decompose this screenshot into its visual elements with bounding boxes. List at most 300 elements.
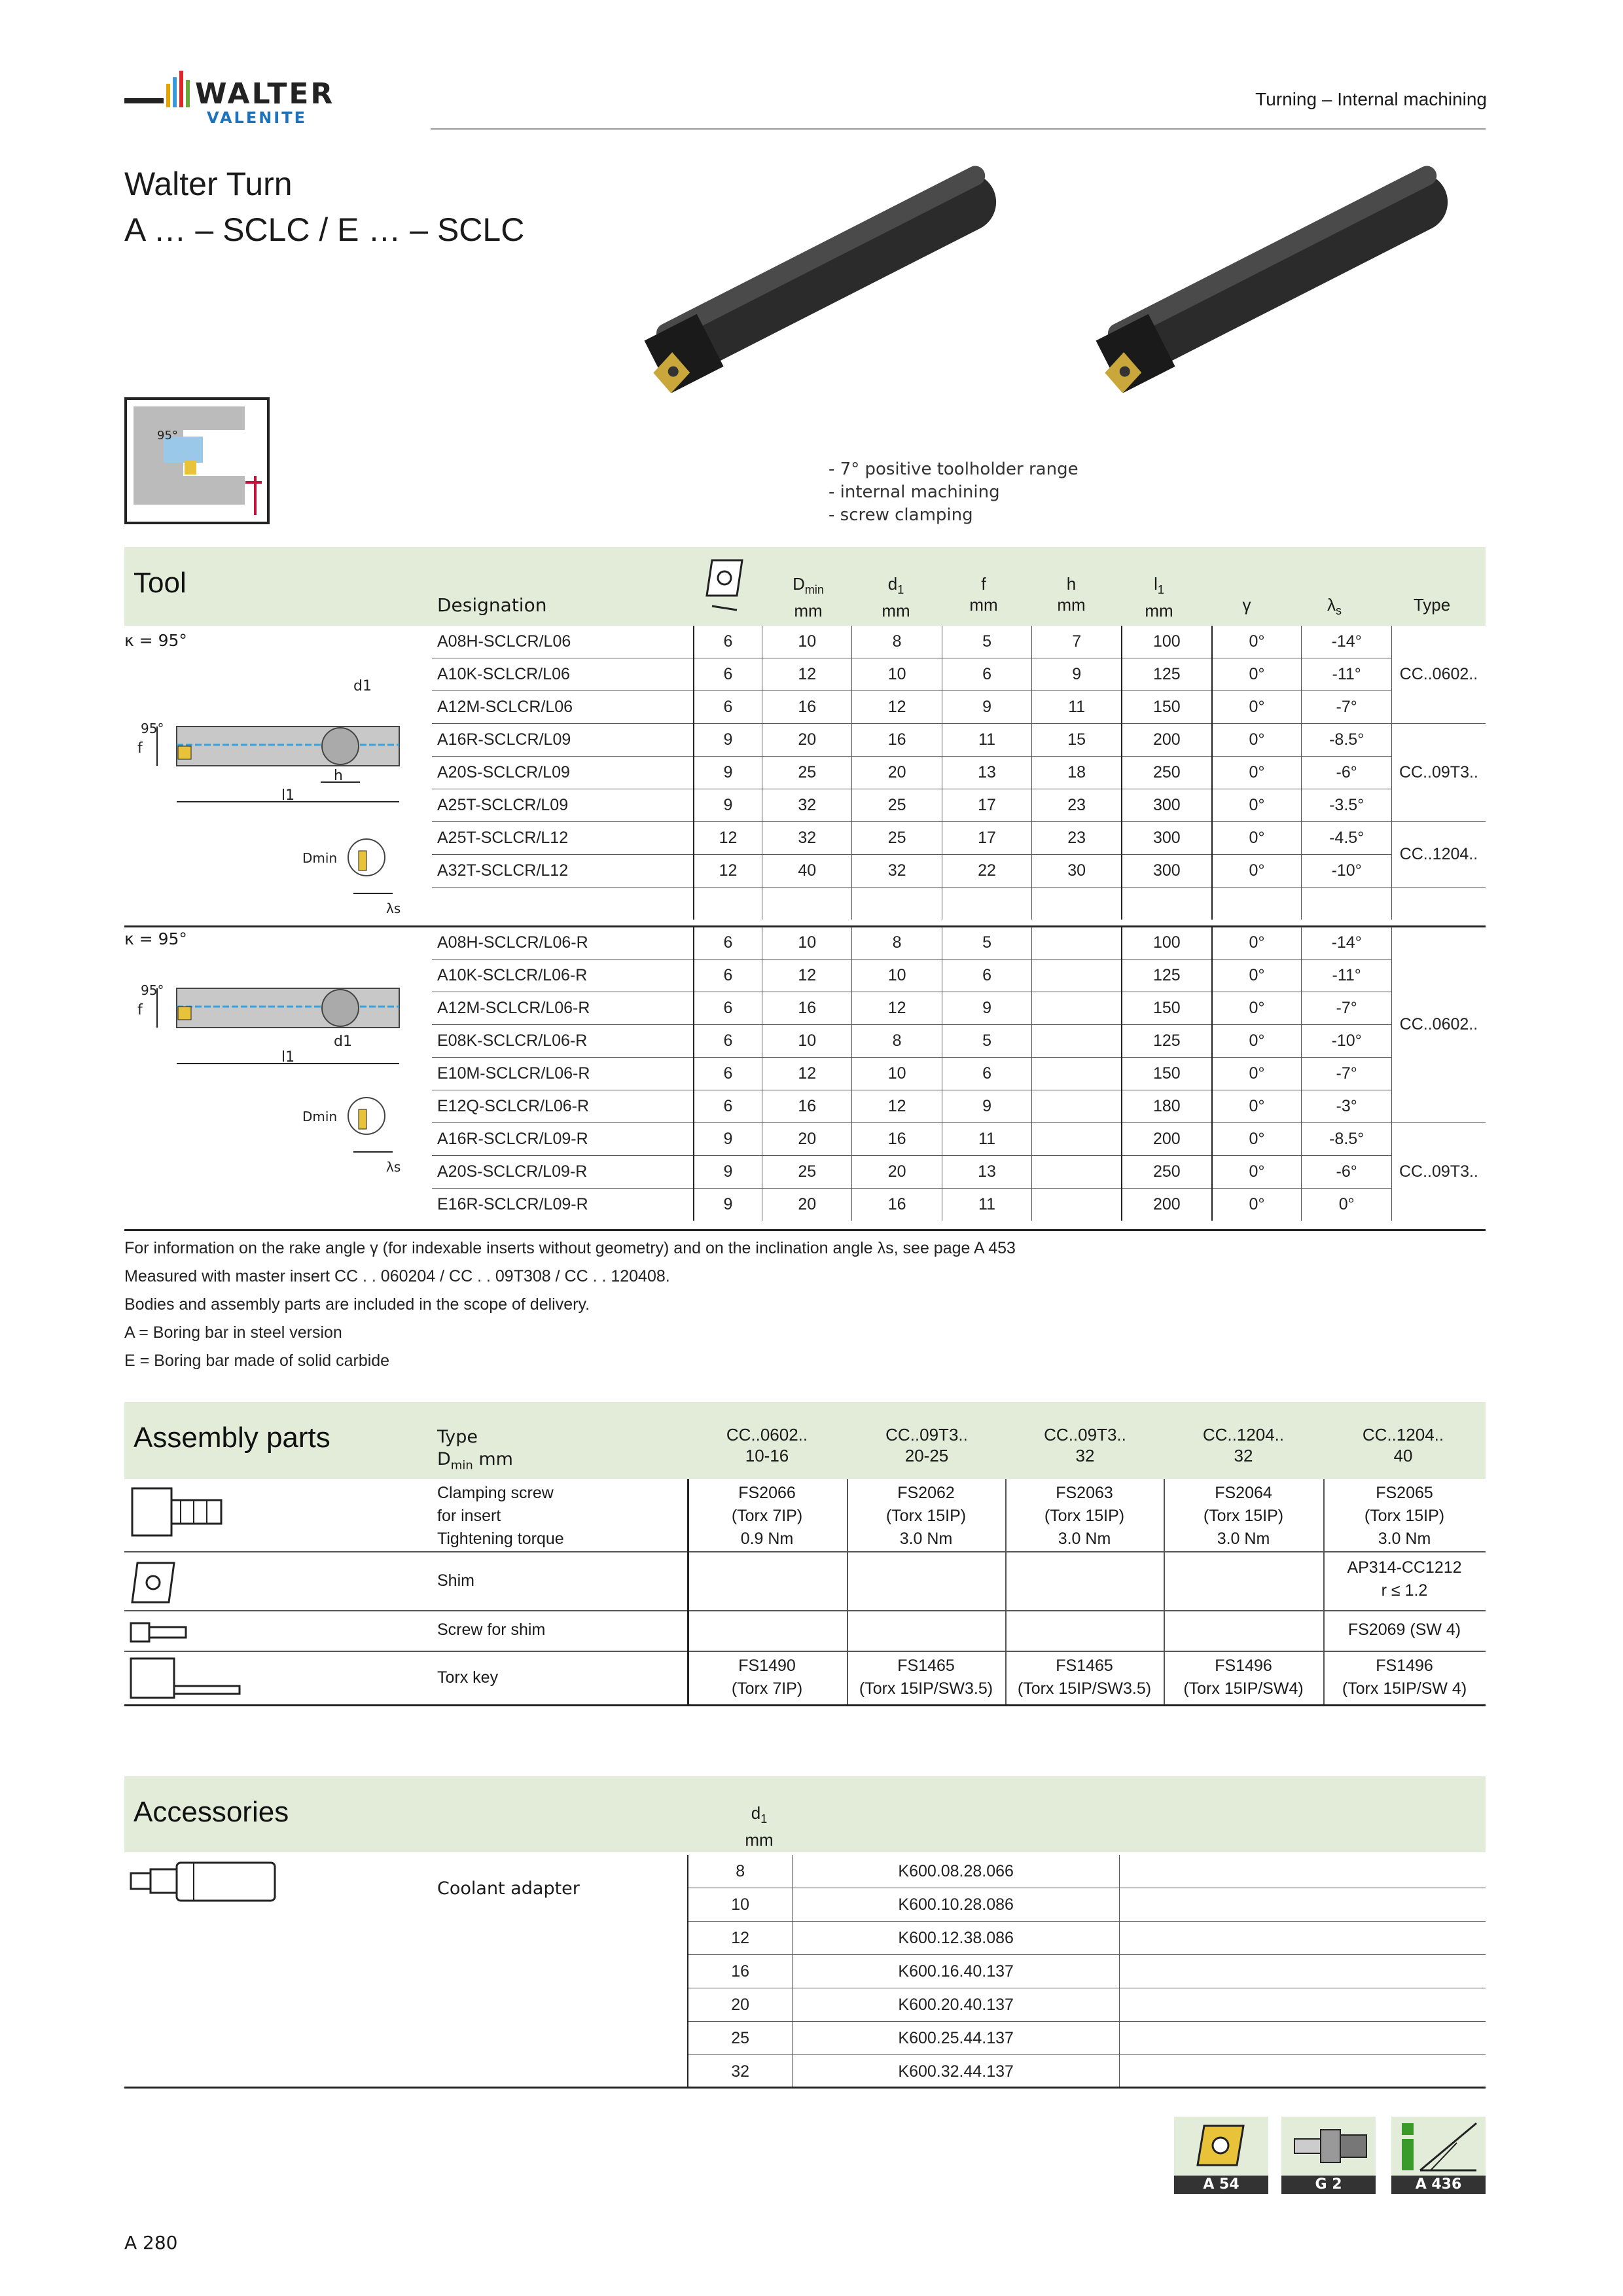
insert-size-cell: 6 (694, 1090, 762, 1123)
table-row (688, 1855, 1486, 1888)
gamma-cell: 0° (1212, 757, 1302, 789)
empty-cell (1120, 2022, 1486, 2055)
dmin-cell: 10 (762, 927, 852, 960)
d1-cell: 25 (852, 789, 942, 822)
dmin-cell: 32 (762, 822, 852, 855)
l1-cell: 250 (1122, 757, 1211, 789)
clamping-screw-value: (Torx 15IP) (1364, 1507, 1445, 1525)
l1-cell: 150 (1122, 992, 1211, 1025)
clamping-screw-label: Tightening torque (437, 1530, 564, 1548)
accessories-table (687, 1855, 1486, 2088)
shim-icon (128, 1558, 181, 1610)
acc-code-cell: K600.32.44.137 (793, 2055, 1120, 2089)
empty-cell (1212, 888, 1302, 920)
dmin-cell: 20 (762, 1123, 852, 1156)
gamma-cell: 0° (1212, 789, 1302, 822)
d1-cell: 20 (852, 1156, 942, 1189)
type-cell: CC..1204.. (1391, 822, 1486, 888)
h-cell (1032, 1156, 1122, 1189)
lambda-cell: -7° (1302, 992, 1391, 1025)
col-gamma-header: γ (1242, 595, 1251, 615)
clamping-screw-icon (128, 1484, 226, 1539)
torx-key-label: Torx key (437, 1668, 499, 1687)
torx-key-value: FS1496 (1376, 1657, 1433, 1675)
holder-ref-icon (1281, 2117, 1376, 2176)
insert-size-cell: 9 (694, 724, 762, 757)
dmin-cell: 25 (762, 1156, 852, 1189)
title-line-2: A … – SCLC / E … – SCLC (124, 211, 525, 248)
col-f-header: f mm (969, 574, 998, 615)
table-rule (124, 1551, 1486, 1552)
brand-logo (124, 60, 399, 132)
dmin-cell: 10 (762, 1025, 852, 1058)
table-row (432, 1058, 1486, 1090)
designation-cell: A16R-SCLCR/L09 (432, 724, 694, 757)
torx-key-value: FS1496 (1215, 1657, 1272, 1675)
acc-d1-cell: 25 (688, 2022, 793, 2055)
tool-table-group1 (432, 626, 1486, 920)
note-line: A = Boring bar in steel version (124, 1323, 342, 1342)
acc-d1-cell: 20 (688, 1988, 793, 2022)
lambda-cell: -14° (1302, 927, 1391, 960)
empty-cell (852, 888, 942, 920)
ref-holder-label[interactable]: G 2 (1281, 2176, 1376, 2194)
insert-size-cell: 6 (694, 691, 762, 724)
clamping-screw-value: FS2066 (738, 1484, 796, 1502)
empty-cell (942, 888, 1031, 920)
h-cell: 15 (1032, 724, 1122, 757)
h-cell: 23 (1032, 789, 1122, 822)
dmin-cell: 16 (762, 1090, 852, 1123)
col-d1-header: $d_1$ mm (882, 574, 910, 621)
accessories-section-title: Accessories (134, 1796, 289, 1828)
lambda-cell: -14° (1302, 626, 1391, 658)
l1-cell: 180 (1122, 1090, 1211, 1123)
acc-code-cell: K600.08.28.066 (793, 1855, 1120, 1888)
insert-size-cell: 6 (694, 1058, 762, 1090)
diag2-dmin-label: Dmin (302, 1109, 338, 1124)
clamping-screw-value: 3.0 Nm (1058, 1530, 1111, 1548)
ref-info-label[interactable]: A 436 (1391, 2176, 1486, 2194)
diag1-l1-label: l1 (281, 787, 295, 804)
brand-name: WALTER (195, 77, 335, 111)
clamping-screw-value: 3.0 Nm (1378, 1530, 1431, 1548)
d1-cell: 10 (852, 1058, 942, 1090)
h-cell (1032, 1025, 1122, 1058)
insert-size-cell: 9 (694, 1189, 762, 1221)
torx-key-value: (Torx 15IP/SW 4) (1342, 1679, 1467, 1698)
notes (124, 1234, 1486, 1375)
type-cell: CC..0602.. (1391, 927, 1486, 1123)
f-cell: 13 (942, 1156, 1031, 1189)
dmin-cell: 12 (762, 1058, 852, 1090)
gamma-cell: 0° (1212, 1156, 1302, 1189)
empty-cell (1120, 2055, 1486, 2089)
d1-cell: 16 (852, 724, 942, 757)
d1-cell: 32 (852, 855, 942, 888)
designation-cell: A20S-SCLCR/L09-R (432, 1156, 694, 1189)
diag1-lambda-label: λs (386, 901, 401, 916)
l1-cell: 300 (1122, 822, 1211, 855)
f-cell: 9 (942, 1090, 1031, 1123)
designation-cell: A10K-SCLCR/L06-R (432, 960, 694, 992)
h-cell (1032, 960, 1122, 992)
page-title (124, 161, 524, 253)
acc-d1-cell: 12 (688, 1922, 793, 1955)
diag2-l1-label: l1 (281, 1049, 295, 1066)
f-cell: 9 (942, 992, 1031, 1025)
clamping-screw-label: Clamping screw (437, 1484, 554, 1502)
assembly-type-label: Type (437, 1427, 478, 1447)
designation-cell: E12Q-SCLCR/L06-R (432, 1090, 694, 1123)
gamma-cell: 0° (1212, 992, 1302, 1025)
col-type-header: Type (1413, 595, 1451, 615)
lambda-cell: -3.5° (1302, 789, 1391, 822)
header-rule (431, 128, 1486, 130)
torx-key-value: (Torx 15IP/SW3.5) (859, 1679, 993, 1698)
f-cell: 9 (942, 691, 1031, 724)
coolant-adapter-label: Coolant adapter (437, 1878, 580, 1899)
f-cell: 11 (942, 724, 1031, 757)
d1-cell: 8 (852, 626, 942, 658)
gamma-cell: 0° (1212, 1090, 1302, 1123)
diag1-angle-label: 95° (141, 721, 164, 736)
torx-key-value: FS1465 (1056, 1657, 1113, 1675)
insert-size-cell: 12 (694, 855, 762, 888)
gamma-cell: 0° (1212, 822, 1302, 855)
ref-info[interactable] (1391, 2117, 1486, 2176)
diag2-angle-label: 95° (141, 982, 164, 998)
note-line: For information on the rake angle γ (for indexable inserts without geometry) and on the inclination angle λs, see page A 453 (124, 1239, 1016, 1257)
assembly-col-header: CC..09T3.. 20-25 (885, 1425, 968, 1465)
group2-kappa: κ = 95° (124, 929, 187, 948)
empty-cell (694, 888, 762, 920)
lambda-cell: -11° (1302, 960, 1391, 992)
acc-d1-cell: 16 (688, 1955, 793, 1988)
type-cell: CC..09T3.. (1391, 1123, 1486, 1221)
l1-cell: 200 (1122, 1123, 1211, 1156)
tool-table-header (124, 547, 1486, 626)
gamma-cell: 0° (1212, 927, 1302, 960)
lambda-cell: -3° (1302, 1090, 1391, 1123)
h-cell: 18 (1032, 757, 1122, 789)
clamping-screw-value: (Torx 15IP) (1203, 1507, 1284, 1525)
designation-cell: A08H-SCLCR/L06-R (432, 927, 694, 960)
shim-screw-value: FS2069 (SW 4) (1347, 1621, 1461, 1639)
diag1-dmin-label: Dmin (302, 850, 338, 866)
diag1-d1-label: d1 (353, 678, 372, 694)
acc-code-cell: K600.10.28.086 (793, 1888, 1120, 1922)
l1-cell: 150 (1122, 691, 1211, 724)
lambda-cell: -8.5° (1302, 1123, 1391, 1156)
designation-cell: E10M-SCLCR/L06-R (432, 1058, 694, 1090)
table-rule (124, 1704, 1486, 1706)
tool-diagram-2 (124, 969, 412, 1191)
lambda-cell: -7° (1302, 691, 1391, 724)
ref-insert-label[interactable]: A 54 (1174, 2176, 1268, 2194)
assembly-header (124, 1402, 1486, 1479)
diag2-lambda-label: λs (386, 1159, 401, 1175)
f-cell: 6 (942, 960, 1031, 992)
d1-cell: 12 (852, 1090, 942, 1123)
table-row (432, 658, 1486, 691)
l1-cell: 100 (1122, 927, 1211, 960)
d1-cell: 25 (852, 822, 942, 855)
table-row (432, 691, 1486, 724)
col-lambda-header: $\lambda_s$ (1327, 595, 1342, 618)
coolant-adapter-icon (128, 1860, 279, 1906)
feature-list (829, 458, 1079, 527)
designation-cell: A08H-SCLCR/L06 (432, 626, 694, 658)
col-dmin-header: $D_{min}$ mm (793, 574, 824, 621)
feature-item: - internal machining (829, 482, 1000, 502)
diag1-f-label: f (137, 740, 143, 757)
h-cell (1032, 927, 1122, 960)
tool-table-group2 (432, 927, 1486, 1221)
insert-size-cell: 9 (694, 789, 762, 822)
torx-key-value: FS1465 (897, 1657, 955, 1675)
d1-cell: 12 (852, 992, 942, 1025)
assembly-col-header: CC..0602.. 10-16 (726, 1425, 808, 1465)
gamma-cell: 0° (1212, 658, 1302, 691)
acc-d1-cell: 8 (688, 1855, 793, 1888)
col-designation-header: Designation (437, 594, 547, 616)
assembly-col-header: CC..09T3.. 32 (1044, 1425, 1126, 1465)
f-cell: 11 (942, 1189, 1031, 1221)
acc-code-cell: K600.16.40.137 (793, 1955, 1120, 1988)
clamping-screw-value: 3.0 Nm (899, 1530, 953, 1548)
shim-value: AP314-CC1212 (1347, 1558, 1462, 1577)
designation-cell: A25T-SCLCR/L12 (432, 822, 694, 855)
f-cell: 22 (942, 855, 1031, 888)
h-cell (1032, 992, 1122, 1025)
table-row (432, 724, 1486, 757)
gamma-cell: 0° (1212, 960, 1302, 992)
h-cell: 30 (1032, 855, 1122, 888)
table-row (432, 888, 1486, 920)
assembly-dmin-label: $D_{min}$ mm (437, 1449, 513, 1473)
dmin-cell: 40 (762, 855, 852, 888)
page-number: A 280 (124, 2232, 178, 2253)
clamping-screw-value: 3.0 Nm (1217, 1530, 1270, 1548)
lambda-cell: 0° (1302, 1189, 1391, 1221)
l1-cell: 200 (1122, 724, 1211, 757)
col-l1-header: $l_1$ mm (1145, 574, 1173, 621)
table-row (688, 1888, 1486, 1922)
designation-cell: A12M-SCLCR/L06 (432, 691, 694, 724)
lambda-cell: -8.5° (1302, 724, 1391, 757)
product-photo-right (1060, 157, 1505, 393)
f-cell: 6 (942, 1058, 1031, 1090)
clamping-screw-value: FS2062 (897, 1484, 955, 1502)
tool-diagram-1 (124, 661, 412, 923)
dmin-cell: 20 (762, 724, 852, 757)
designation-cell: A10K-SCLCR/L06 (432, 658, 694, 691)
clamping-screw-value: (Torx 7IP) (731, 1507, 803, 1525)
insert-ref-icon (1174, 2117, 1268, 2176)
torx-key-value: (Torx 7IP) (731, 1679, 803, 1698)
f-cell: 5 (942, 626, 1031, 658)
diag2-d1-label: d1 (334, 1033, 352, 1050)
diag2-f-label: f (137, 1002, 143, 1018)
gamma-cell: 0° (1212, 1189, 1302, 1221)
acc-code-cell: K600.12.38.086 (793, 1922, 1120, 1955)
torx-key-value: FS1490 (738, 1657, 796, 1675)
table-row (432, 1025, 1486, 1058)
assembly-section-title: Assembly parts (134, 1422, 330, 1454)
clamping-screw-value: (Torx 15IP) (1044, 1507, 1125, 1525)
assembly-col-header: CC..1204.. 32 (1202, 1425, 1285, 1465)
type-cell: CC..09T3.. (1391, 724, 1486, 822)
ref-insert[interactable] (1174, 2117, 1268, 2176)
table-row (432, 927, 1486, 960)
d1-cell: 10 (852, 960, 942, 992)
f-cell: 5 (942, 927, 1031, 960)
l1-cell: 250 (1122, 1156, 1211, 1189)
table-rule (124, 1610, 1486, 1611)
clamping-screw-value: FS2063 (1056, 1484, 1113, 1502)
empty-cell (1120, 1888, 1486, 1922)
d1-cell: 16 (852, 1123, 942, 1156)
f-cell: 13 (942, 757, 1031, 789)
d1-cell: 12 (852, 691, 942, 724)
h-cell: 23 (1032, 822, 1122, 855)
table-row (432, 757, 1486, 789)
designation-cell: A16R-SCLCR/L09-R (432, 1123, 694, 1156)
f-cell: 5 (942, 1025, 1031, 1058)
h-cell (1032, 1058, 1122, 1090)
l1-cell: 300 (1122, 789, 1211, 822)
table-row (432, 789, 1486, 822)
note-line: E = Boring bar made of solid carbide (124, 1352, 390, 1370)
l1-cell: 125 (1122, 1025, 1211, 1058)
gamma-cell: 0° (1212, 691, 1302, 724)
table-row (688, 2055, 1486, 2089)
insert-size-cell: 6 (694, 626, 762, 658)
insert-size-cell: 6 (694, 960, 762, 992)
brand-subname: VALENITE (207, 109, 307, 127)
svg-text:95°: 95° (157, 429, 178, 442)
empty-cell (1120, 1955, 1486, 1988)
empty-cell (1032, 888, 1122, 920)
designation-cell: A25T-SCLCR/L09 (432, 789, 694, 822)
table-row (688, 1922, 1486, 1955)
table-row (432, 855, 1486, 888)
f-cell: 11 (942, 1123, 1031, 1156)
tool-section-title: Tool (134, 567, 187, 599)
ref-holder[interactable] (1281, 2117, 1376, 2176)
assembly-col-header: CC..1204.. 40 (1362, 1425, 1444, 1465)
dmin-cell: 32 (762, 789, 852, 822)
l1-cell: 150 (1122, 1058, 1211, 1090)
lambda-cell: -6° (1302, 757, 1391, 789)
diag1-h-label: h (334, 768, 343, 784)
note-line: Bodies and assembly parts are included in the scope of delivery. (124, 1295, 590, 1314)
table-row (432, 1090, 1486, 1123)
empty-cell (1120, 1922, 1486, 1955)
title-line-1: Walter Turn (124, 166, 293, 202)
note-line: Measured with master insert CC . . 060204 / CC . . 09T308 / CC . . 120408. (124, 1267, 670, 1285)
insert-size-cell: 6 (694, 658, 762, 691)
dmin-cell: 25 (762, 757, 852, 789)
info-ref-icon (1391, 2117, 1486, 2176)
empty-cell (762, 888, 852, 920)
f-cell: 17 (942, 789, 1031, 822)
l1-cell: 300 (1122, 855, 1211, 888)
f-cell: 6 (942, 658, 1031, 691)
gamma-cell: 0° (1212, 1025, 1302, 1058)
table-row (688, 2022, 1486, 2055)
product-photo-left (609, 157, 1054, 393)
torx-key-value: (Torx 15IP/SW3.5) (1017, 1679, 1152, 1698)
torx-key-value: (Torx 15IP/SW4) (1183, 1679, 1304, 1698)
gamma-cell: 0° (1212, 1058, 1302, 1090)
table-row (432, 960, 1486, 992)
table-bottom-rule (124, 1229, 1486, 1231)
designation-cell: A12M-SCLCR/L06-R (432, 992, 694, 1025)
clamping-screw-value: 0.9 Nm (740, 1530, 794, 1548)
accessories-header (124, 1776, 1486, 1852)
shim-screw-icon (128, 1619, 194, 1645)
accessories-bottom-rule (124, 2087, 1486, 2089)
insert-size-cell: 6 (694, 992, 762, 1025)
designation-cell: A32T-SCLCR/L12 (432, 855, 694, 888)
gamma-cell: 0° (1212, 724, 1302, 757)
empty-cell (1391, 888, 1486, 920)
lambda-cell: -10° (1302, 1025, 1391, 1058)
feature-item: - screw clamping (829, 505, 973, 525)
insert-size-cell: 9 (694, 1156, 762, 1189)
designation-cell: A20S-SCLCR/L09 (432, 757, 694, 789)
lambda-cell: -10° (1302, 855, 1391, 888)
table-row (688, 1988, 1486, 2022)
h-cell: 7 (1032, 626, 1122, 658)
feature-item: - 7° positive toolholder range (829, 459, 1079, 479)
h-cell (1032, 1090, 1122, 1123)
insert-size-cell: 12 (694, 822, 762, 855)
shim-label: Shim (437, 1571, 474, 1590)
empty-cell (1120, 1855, 1486, 1888)
dmin-cell: 10 (762, 626, 852, 658)
h-cell (1032, 1123, 1122, 1156)
gamma-cell: 0° (1212, 1123, 1302, 1156)
table-row (432, 1189, 1486, 1221)
h-cell: 9 (1032, 658, 1122, 691)
group1-kappa: κ = 95° (124, 631, 187, 650)
designation-cell: E16R-SCLCR/L09-R (437, 1195, 588, 1213)
insert-size-cell: 9 (694, 1123, 762, 1156)
insert-size-cell: 6 (694, 1025, 762, 1058)
dmin-cell: 20 (762, 1189, 852, 1221)
clamping-screw-value: FS2065 (1376, 1484, 1433, 1502)
l1-cell: 100 (1122, 626, 1211, 658)
clamping-screw-value: (Torx 15IP) (885, 1507, 967, 1525)
empty-cell (1120, 1988, 1486, 2022)
table-row (432, 992, 1486, 1025)
insert-size-cell: 9 (694, 757, 762, 789)
gamma-cell: 0° (1212, 626, 1302, 658)
dmin-cell: 16 (762, 691, 852, 724)
shim-radius: r ≤ 1.2 (1381, 1581, 1428, 1600)
dmin-cell: 16 (762, 992, 852, 1025)
designation-cell: E08K-SCLCR/L06-R (432, 1025, 694, 1058)
table-row (432, 626, 1486, 658)
f-cell: 17 (942, 822, 1031, 855)
d1-cell: 16 (852, 1189, 942, 1221)
l1-cell: 200 (1122, 1189, 1211, 1221)
table-row (432, 1156, 1486, 1189)
insert-size-cell: 6 (694, 927, 762, 960)
